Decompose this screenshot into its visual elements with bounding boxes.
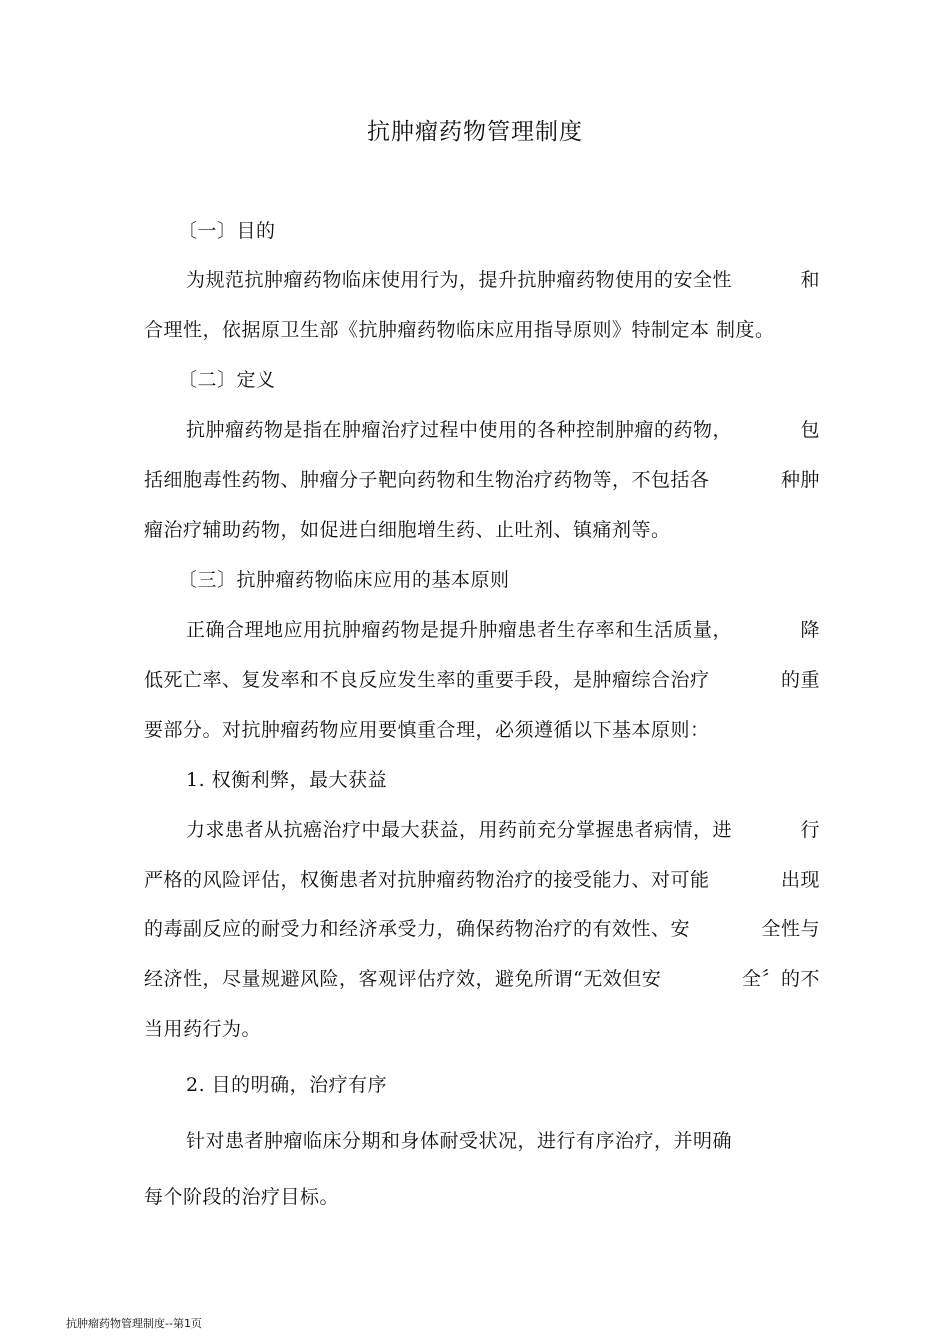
paragraph-line: 每个阶段的治疗目标。 — [144, 1186, 340, 1208]
paragraph-line — [144, 866, 820, 894]
text-segment: 和 — [800, 269, 820, 291]
page-title: 抗肿瘤药物管理制度 — [367, 119, 583, 145]
page-footer: 抗肿瘤药物管理制度--第1页 — [66, 1317, 202, 1330]
paragraph-line — [144, 915, 820, 943]
text-segment: 包 — [800, 419, 820, 441]
text-segment: 力求患者从抗癌治疗中最大获益，用药前充分掌握患者病情，进 — [186, 819, 733, 841]
paragraph-line: 瘤治疗辅助药物，如促进白细胞增生药、止吐剂、镇痛剂等。 — [144, 519, 671, 541]
paragraph-line: 要部分。对抗肿瘤药物应用要慎重合理，必须遵循以下基本原则： — [144, 719, 710, 741]
list-item-heading-1: 1. 权衡利弊，最大获益 — [186, 769, 388, 791]
paragraph-line: 针对患者肿瘤临床分期和身体耐受状况，进行有序治疗，并明确 — [186, 1130, 733, 1152]
text-segment: 严格的风险评估，权衡患者对抗肿瘤药物治疗的接受能力、对可能 — [144, 869, 710, 891]
paragraph-line — [186, 816, 820, 844]
text-segment: 全〞的不 — [741, 968, 820, 990]
text-segment: 正确合理地应用抗肿瘤药物是提升肿瘤患者生存率和生活质量， — [186, 619, 733, 641]
paragraph-line: 合理性，依据原卫生部《抗肿瘤药物临床应用指导原则》特制定本 制度。 — [144, 319, 775, 341]
text-segment: 降 — [800, 619, 820, 641]
text-segment: 全性与 — [761, 918, 820, 940]
paragraph-line: 当用药行为。 — [144, 1018, 262, 1040]
text-segment: 的毒副反应的耐受力和经济承受力，确保药物治疗的有效性、安 — [144, 918, 691, 940]
text-segment: 括细胞毒性药物、肿瘤分子靶向药物和生物治疗药物等，不包括各 — [144, 469, 710, 491]
paragraph-line — [144, 666, 820, 694]
text-segment: 经济性，尽量规避风险，客观评估疗效，避免所谓“无效但安 — [144, 968, 662, 990]
paragraph-line — [144, 965, 820, 993]
paragraph-line — [186, 266, 820, 294]
list-item-heading-2: 2. 目的明确，治疗有序 — [186, 1074, 388, 1096]
text-segment: 的重 — [780, 669, 820, 691]
section-heading-purpose: 〔一〕目的 — [178, 220, 276, 242]
text-segment: 出现 — [780, 869, 820, 891]
text-segment: 为规范抗肿瘤药物临床使用行为，提升抗肿瘤药物使用的安全性 — [186, 269, 733, 291]
paragraph-line — [186, 616, 820, 644]
paragraph-line — [186, 416, 820, 444]
text-segment: 低死亡率、复发率和不良反应发生率的重要手段，是肿瘤综合治疗 — [144, 669, 710, 691]
text-segment: 抗肿瘤药物是指在肿瘤治疗过程中使用的各种控制肿瘤的药物， — [186, 419, 733, 441]
paragraph-line — [144, 466, 820, 494]
text-segment: 行 — [800, 819, 820, 841]
section-heading-definition: 〔二〕定义 — [178, 369, 276, 391]
section-heading-principles: 〔三〕抗肿瘤药物临床应用的基本原则 — [178, 569, 510, 591]
text-segment: 种肿 — [780, 469, 820, 491]
